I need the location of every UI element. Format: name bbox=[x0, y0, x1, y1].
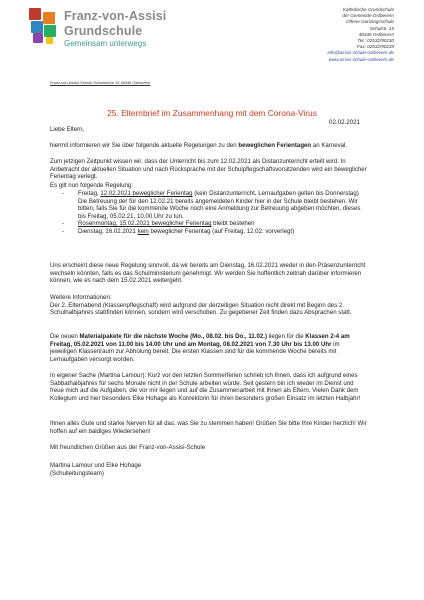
logo-block bbox=[33, 33, 43, 43]
logo-block bbox=[44, 25, 56, 37]
p5-text: Der 2. Elternabend (Klassenpflegschaft) wird aufgrund der derzeitigen Situation nicht direkt mit Beginn des 2. Schulhalbjahres stattfinden können, sondern wird verschoben. Zu gegebener Zeit finden dazu Absprachen statt. bbox=[50, 301, 352, 316]
address-line: Schulstr. 15 bbox=[369, 25, 394, 31]
li2-underlined: Rosenmontag, 15.02.2021 beweglicher Ferientag bbox=[78, 220, 212, 227]
salutation-text: Liebe Eltern, bbox=[50, 126, 85, 133]
li1-underlined: 12.02.2021 beweglicher Ferientag bbox=[100, 190, 193, 197]
closing bbox=[50, 444, 368, 452]
school-tagline: Gemeinsam unterwegs bbox=[64, 39, 147, 48]
p6-bold-d: Klassen 2-4 am Freitag, 05.02.2021 von 11.00 bis 14.00 Uhr und am Montag, 08.02.2021 von 7.30 Uhr bis 13.00 Uhr bbox=[50, 333, 350, 348]
li3-underlined: kein bbox=[137, 227, 149, 235]
address-line: Tel.: 02532/90230 bbox=[357, 38, 394, 44]
p6-bold-b: Materialpakete für die nächste Woche (Mo., 08.02. bis Do., 11.02.) bbox=[79, 333, 267, 340]
p1-text-a: hiermit informieren wir Sie über folgende aktuelle Regelungen zu den bbox=[50, 142, 239, 149]
regulation-list bbox=[50, 190, 368, 235]
p1-bold: beweglichen Ferientagen bbox=[238, 142, 312, 149]
sender-line: Franz-von-Assisi-Schule Schulstraße 15 48346 Ostbevern bbox=[50, 80, 151, 85]
list-item: - Dienstag, 16.02.2021 kein beweglicher Ferientag (auf Freitag, 12.02. vorverlegt) bbox=[62, 227, 295, 235]
p7-text: In eigener Sache (Martina Lamour): Kurz vor den letzten Sommerferien schrieb ich Ihnen, dass ich aufgrund eines Sabbathalbjahres für sechs Monate nicht in der Schule arbeiten würde. Seit gestern bin ich wieder im Dienst und freue mich auf die Aufgaben, die vor mir liegen und auf die Zusammenarbeit mit Ihnen als Eltern. Vielen Dank dem Kollegium und hier besonders Elke Hohage als Konrektorin für ihren besonders großen Einsatz im letzten Halbjahr! bbox=[50, 372, 361, 402]
p6-text-a: Die neuen bbox=[50, 333, 80, 340]
p5-heading: Weitere Informationen: bbox=[50, 294, 112, 301]
paragraph-7 bbox=[50, 372, 368, 402]
paragraph-5 bbox=[50, 294, 368, 317]
paragraph-6 bbox=[50, 333, 368, 363]
letter-date: 02.02.2021 bbox=[329, 119, 360, 126]
p3-text: Es gilt nun folgende Regelung: bbox=[50, 182, 134, 189]
p6-text-e: im jeweiligen Klassenraum zur Abholung bereit. Die ersten Klassen sind für die kommende Woche bereits mit Lernaufgaben versorgt worden. bbox=[50, 340, 340, 363]
letter-title: 25. Elternbrief im Zusammenhang mit dem Corona-Virus bbox=[107, 108, 317, 118]
school-address-block bbox=[264, 7, 394, 63]
logo-block bbox=[29, 8, 41, 20]
signature-names: Martina Lamour und Elke Hohage bbox=[50, 462, 142, 469]
logo-block bbox=[31, 21, 43, 33]
address-line: Katholische Grundschule bbox=[342, 7, 394, 12]
logo-block bbox=[46, 37, 53, 44]
li1-text-a: Freitag, bbox=[78, 190, 101, 197]
li2-text-b: bleibt bestehen bbox=[211, 220, 255, 227]
address-line: Fax: 02532/90239 bbox=[356, 44, 394, 50]
paragraph-2 bbox=[50, 158, 368, 181]
paragraph-8 bbox=[50, 420, 368, 435]
p6-text-c: liegen für die bbox=[267, 333, 306, 340]
paragraph-4 bbox=[50, 262, 368, 285]
closing-text: Mit freundlichen Grüßen aus der Franz-von-Assisi-Schule bbox=[50, 444, 206, 451]
signature-role: (Schulleitungsteam) bbox=[50, 469, 104, 477]
paragraph-1 bbox=[50, 142, 368, 150]
li1-text-c: Die Betreuung der für den 12.02.21 bereits angemeldeten Kinder hier in der Schule bleibt bestehen. Wir bitten, falls Sie für die kommende Woche noch eine Anmeldung zur Betreuung abgeben möchten, dieses bis Freitag, 05.02.21, 10.00 Uhr zu tun. bbox=[78, 197, 361, 220]
paragraph-3 bbox=[50, 182, 368, 190]
li3-text-b: beweglicher Ferientag (auf Freitag, 12.02. vorverlegt) bbox=[148, 227, 295, 235]
logo-block bbox=[43, 12, 55, 24]
li1-text-b: (kein Distanzunterricht, Lernaufgaben gelten bis Donnerstag) bbox=[192, 190, 359, 197]
list-item: - Freitag, 12.02.2021 beweglicher Ferientag (kein Distanzunterricht, Lernaufgaben gelten bis Donnerstag) Die Betreuung der für den 12.02.21 bereits angemeldeten Kinder hier in der Schule bleibt bestehen. Wir bitten, falls Sie für die kommende Woche noch eine Anmeldung zur Betreuung abgeben möchten, dieses bis Freitag, 05.02.21, 10.00 Uhr zu tun. bbox=[62, 190, 361, 220]
salutation bbox=[50, 126, 368, 134]
address-line: 48346 Ostbevern bbox=[358, 31, 394, 37]
p2-text: Zum jetzigen Zeitpunkt wissen wir, dass der Unterricht bis zum 12.02.2021 als Distanzunterricht erteilt wird. In Anbetracht der aktuellen Situation und nach Rücksprache mit der Schulpflegschaftsvorsitzenden wird ein beweglicher Ferientag verlegt. bbox=[50, 158, 367, 180]
email-link[interactable]: info@assisi-schule-ostbevern.de bbox=[327, 50, 394, 56]
p4-text: Uns erscheint diese neue Regelung sinnvoll, da wir bereits am Dienstag, 16.02.2021 wieder in den Präsenzunterricht wechseln könnten, falls es das Schulministerium genehmigt. Wir werden Sie hoffentlich zeitnah darüber informieren können, wie es nach dem 15.02.2021 weitergeht. bbox=[50, 262, 366, 284]
p1-text-c: an Karneval. bbox=[311, 142, 348, 149]
school-logo bbox=[29, 8, 57, 44]
school-name-line2: Grundschule bbox=[64, 24, 143, 38]
li3-text-a: Dienstag, 16.02.2021 bbox=[78, 227, 138, 235]
address-line: Offene Ganztagsschule bbox=[345, 19, 394, 25]
signature bbox=[50, 462, 368, 477]
school-name-line1: Franz-von-Assisi bbox=[64, 9, 167, 23]
p8-text: Ihnen alles Gute und starke Nerven für all das, was Sie zu stemmen haben! Grüßen Sie bitte Ihre Kinder herzlich! Wir hoffen auf ein baldiges Wiedersehen! bbox=[50, 420, 367, 435]
list-item: - Rosenmontag, 15.02.2021 beweglicher Ferientag bleibt bestehen bbox=[62, 220, 255, 227]
website-link[interactable]: www.assisi-schule-ostbevern.de bbox=[328, 56, 394, 62]
address-line: der Gemeinde Ostbevern bbox=[342, 13, 394, 19]
